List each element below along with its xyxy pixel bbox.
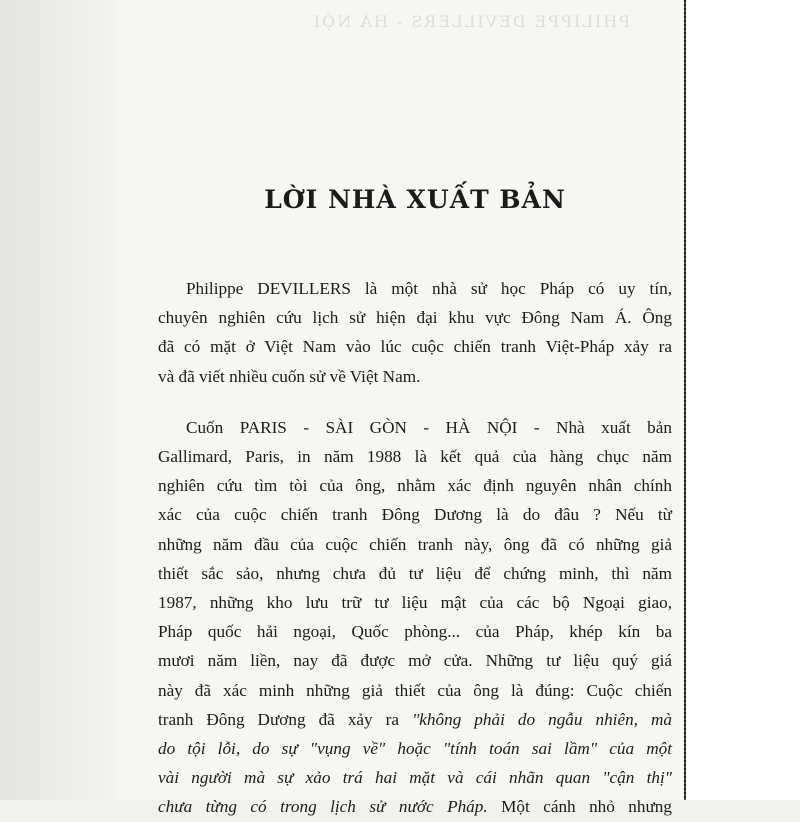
- text-line: Cuốn PARIS - SÀI GÒN - HÀ NỘI - Nhà xuất bản: [186, 417, 672, 437]
- text-line: những năm đầu của cuộc chiến tranh này, ông đã có những giả: [158, 534, 672, 554]
- text-line: [158, 763, 672, 792]
- quoted-text: "không phải do ngẫu nhiên, mà: [412, 709, 673, 729]
- text-line: và đã viết nhiều cuốn sử về Việt Nam.: [158, 366, 421, 386]
- paragraph-book-description: [158, 413, 672, 822]
- text-segment: tranh Đông Dương đã xảy ra: [158, 709, 413, 729]
- quoted-text: chưa từng có trong lịch sử nước Pháp.: [158, 797, 488, 817]
- text-line: [158, 734, 672, 763]
- paragraph-intro: [158, 274, 672, 391]
- previous-page-edge: [0, 0, 118, 800]
- text-line: [158, 792, 672, 821]
- text-line: này đã xác minh những giả thiết của ông là đúng: Cuộc chiến: [158, 680, 672, 700]
- text-line: chuyên nghiên cứu lịch sử hiện đại khu vực Đông Nam Á. Ông: [158, 308, 672, 328]
- text-line: mươi năm liền, nay đã được mở cửa. Những tư liệu quý giá: [158, 651, 672, 671]
- page-text: [158, 180, 672, 822]
- text-line: Gallimard, Paris, in năm 1988 là kết quả của hàng chục năm: [158, 447, 672, 467]
- text-line: xác của cuộc chiến tranh Đông Dương là do đâu ? Nếu từ: [158, 505, 672, 525]
- bleed-through-header: PHILIPPE DEVILLERS - HÀ NỘI: [311, 12, 630, 31]
- text-line: [158, 705, 672, 734]
- quoted-text: vài người mà sự xảo trá hai mặt và cái nhãn quan "cận thị": [158, 768, 672, 788]
- text-segment: Một cánh nhỏ nhưng: [487, 797, 672, 817]
- text-line: nghiên cứu tìm tòi của ông, nhằm xác định nguyên nhân chính: [158, 476, 672, 496]
- text-line: Philippe DEVILLERS là một nhà sử học Pháp có uy tín,: [186, 279, 672, 298]
- text-line: Pháp quốc hải ngoại, Quốc phòng... của Pháp, khép kín ba: [158, 622, 672, 642]
- text-line: 1987, những kho lưu trữ tư liệu mật của các bộ Ngoại giao,: [158, 593, 672, 613]
- text-line: thiết sắc sảo, nhưng chưa đủ tư liệu để chứng minh, thì năm: [158, 563, 672, 583]
- page-title: LỜI NHÀ XUẤT BẢN: [264, 185, 566, 214]
- background-white: [686, 0, 800, 800]
- text-line: đã có mặt ở Việt Nam vào lúc cuộc chiến tranh Việt-Pháp xảy ra: [158, 337, 672, 357]
- quoted-text: do tội lỗi, do sự "vụng về" hoặc "tính toán sai lầm" của một: [158, 739, 672, 759]
